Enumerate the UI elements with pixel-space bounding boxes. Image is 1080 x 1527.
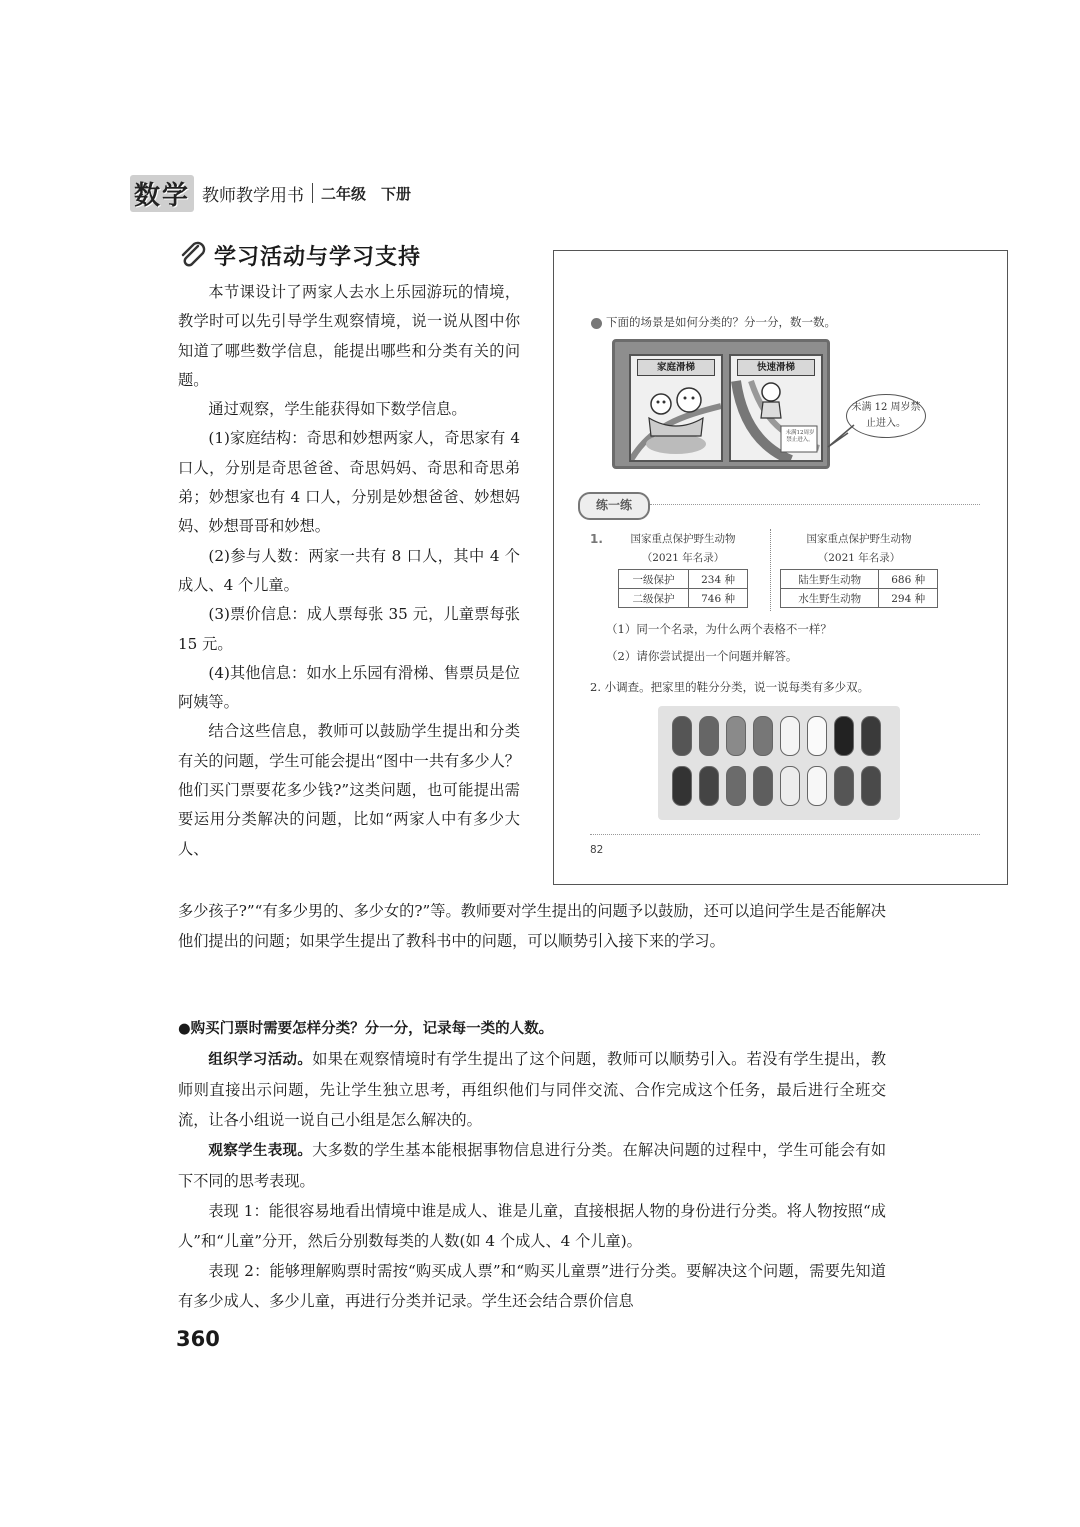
shoe — [753, 766, 773, 806]
textbook-page-inset — [553, 250, 1008, 885]
table-row: 陆生野生动物 686 种 — [781, 570, 938, 589]
slide-sign: 家庭滑梯 — [637, 359, 715, 376]
paragraph: (4)其他信息：如水上乐园有滑梯、售票员是位阿姨等。 — [178, 663, 520, 712]
exercise-question: （2）请你尝试提出一个问题并解答。 — [606, 649, 798, 663]
running-header — [130, 176, 411, 210]
paragraph: 观察学生表现。大多数的学生基本能根据事物信息进行分类。在解决问题的过程中，学生可能会有如下不同的思考表现。 — [178, 1141, 887, 1190]
continuation-text — [178, 897, 886, 956]
paragraph: 多少孩子?”“有多少男的、多少女的?”等。教师要对学生提出的问题予以鼓励，还可以追问学生是否能解决他们提出的问题；如果学生提出了教科书中的问题，可以顺势引入接下来的学习。 — [178, 902, 886, 950]
shoe — [672, 766, 692, 806]
shoe — [780, 766, 800, 806]
paperclip-icon — [178, 241, 208, 271]
page-number: 360 — [176, 1327, 220, 1351]
paragraph: (2)参与人数：两家一共有 8 口人，其中 4 个成人、4 个儿童。 — [178, 546, 520, 594]
shoe — [861, 766, 881, 806]
small-warning-sign: 未满12周岁禁止进入。 — [785, 430, 815, 443]
shoe — [807, 716, 827, 756]
shoe — [699, 716, 719, 756]
scene-prompt: 下面的场景是如何分类的？分一分，数一数。 — [591, 314, 836, 330]
fast-slide-panel — [729, 354, 823, 462]
paragraph: 通过观察，学生能获得如下数学信息。 — [208, 400, 467, 419]
water-park-scene — [612, 339, 830, 469]
shoe — [726, 766, 746, 806]
family-slide-panel — [629, 354, 723, 462]
shoe — [672, 716, 692, 756]
dotted-divider — [590, 834, 980, 835]
shoe — [699, 766, 719, 806]
shoe — [726, 716, 746, 756]
speech-bubble: 未满 12 周岁禁止进入。 — [846, 394, 926, 438]
table-title: 国家重点保护野生动物 — [806, 533, 912, 545]
table-protection-level — [618, 569, 748, 608]
activity-question: ●购买门票时需要怎样分类？分一分，记录每一类的人数。 — [178, 1021, 554, 1037]
table-title: 国家重点保护野生动物 — [630, 533, 736, 545]
grade-label: 二年级 下册 — [321, 184, 412, 203]
shoe — [753, 716, 773, 756]
header-divider — [312, 183, 313, 203]
shoe — [834, 766, 854, 806]
shoes-photo — [658, 706, 900, 820]
paragraph: 表现 1：能很容易地看出情境中谁是成人、谁是儿童，直接根据人物的身份进行分类。将人物按照“成人”和“儿童”分开，然后分别数每类的人数(如 4 个成人、4 个儿童)。 — [178, 1202, 886, 1250]
table-divider — [770, 529, 771, 611]
book-title: 教师教学用书 — [202, 185, 305, 206]
table-row: 一级保护 234 种 — [619, 570, 748, 589]
shoe — [780, 716, 800, 756]
family-slide-illustration — [631, 356, 721, 460]
exercise-number: 1. — [590, 532, 603, 546]
inset-page-number: 82 — [590, 844, 604, 856]
section-heading — [178, 240, 421, 271]
exercise-2: 2. 小调查。把家里的鞋分分类，说一说每类有多少双。 — [590, 680, 870, 694]
paragraph: 组织学习活动。如果在观察情境时有学生提出了这个问题，教师可以顺势引入。若没有学生提出，教师则直接出示问题，先让学生独立思考，再组织他们与同伴交流、合作完成这个任务，最后进行全班交流，让各小组说一说自己小组是怎么解决的。 — [178, 1050, 887, 1129]
dotted-divider — [650, 504, 980, 505]
paragraph-lead: 组织学习活动。 — [208, 1052, 313, 1068]
table-row: 二级保护 746 种 — [619, 589, 748, 608]
table-subtitle: （2021 年名录） — [641, 552, 725, 564]
table-habitat — [780, 569, 938, 608]
speech-bubble-tail — [826, 421, 856, 451]
shoe — [807, 766, 827, 806]
paragraph: 结合这些信息，教师可以鼓励学生提出和分类有关的问题，学生可能会提出“图中一共有多少人？他们买门票要花多少钱?”这类问题，也可能提出需要运用分类解决的问题，比如“两家人中有多少大人、 — [178, 722, 520, 858]
fast-slide-illustration — [731, 356, 821, 460]
practice-badge: 练一练 — [578, 492, 650, 520]
paragraph: (1)家庭结构：奇思和妙想两家人，奇思家有 4 口人，分别是奇思爸爸、奇思妈妈、奇思和奇思弟弟；妙想家也有 4 口人，分别是妙想爸爸、妙想妈妈、妙想哥哥和妙想。 — [178, 429, 520, 536]
section-title: 学习活动与学习支持 — [214, 245, 422, 270]
bullet-icon — [591, 318, 602, 329]
book-logo: 数学 — [130, 175, 194, 212]
paragraph: 本节课设计了两家人去水上乐园游玩的情境，教学时可以先引导学生观察情境，说一说从图中你知道了哪些数学信息，能提出哪些和分类有关的问题。 — [178, 283, 520, 389]
left-column-text — [178, 278, 520, 864]
exercise-question: （1）同一个名录，为什么两个表格不一样？ — [606, 622, 832, 636]
paragraph: 表现 2：能够理解购票时需按“购买成人票”和“购买儿童票”进行分类。要解决这个问题，需要先知道有多少成人、多少儿童，再进行分类并记录。学生还会结合票价信息 — [178, 1262, 886, 1310]
shoe — [834, 716, 854, 756]
paragraph-lead: 观察学生表现。 — [208, 1143, 313, 1159]
table-subtitle: （2021 年名录） — [817, 552, 901, 564]
shoe — [861, 716, 881, 756]
slide-sign: 快速滑梯 — [737, 359, 815, 376]
lower-section — [178, 1014, 886, 1316]
paragraph: (3)票价信息：成人票每张 35 元，儿童票每张 15 元。 — [178, 605, 520, 653]
table-row: 水生野生动物 294 种 — [781, 589, 938, 608]
